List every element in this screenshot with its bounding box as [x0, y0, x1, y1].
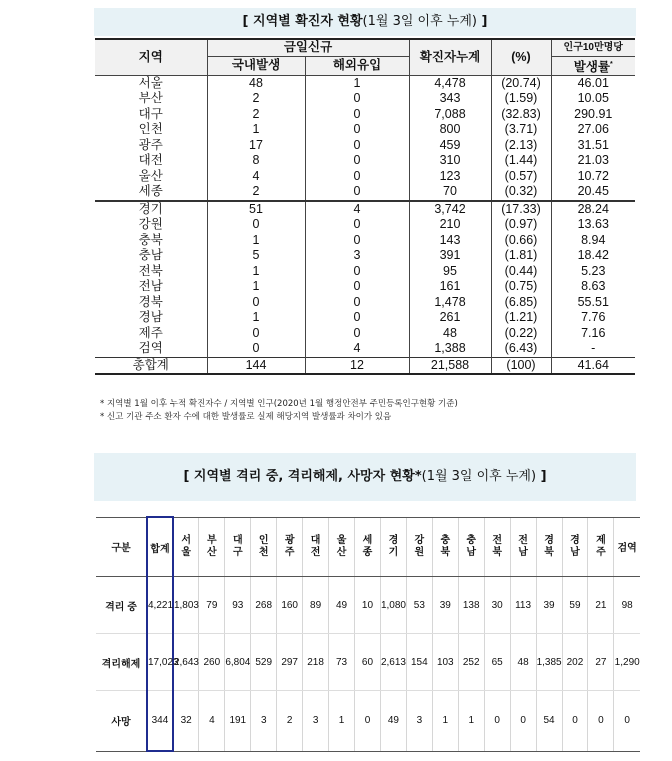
table1-title-close: ] [476, 14, 488, 29]
cell-cumulative: 1,478 [409, 295, 491, 311]
cell-overseas: 4 [305, 201, 409, 218]
regional-isolation-table [96, 516, 640, 752]
value-cell: 1 [329, 691, 355, 752]
table-row [95, 201, 635, 218]
value-cell: 103 [432, 634, 458, 691]
cell-overseas: 0 [305, 91, 409, 107]
cell-cumulative: 95 [409, 264, 491, 280]
cell-domestic: 0 [207, 326, 305, 342]
footnote: * 지역별 1월 이후 누적 확진자수 / 지역별 인구(2020년 1월 행정안전부 주민등록인구현황 기준) [100, 399, 458, 409]
header-label: 합계 [150, 543, 170, 555]
value-cell: 3 [303, 691, 329, 752]
value-cell: 73 [329, 634, 355, 691]
header-cell [355, 517, 381, 577]
cell-domestic: 51 [207, 201, 305, 218]
header-label: 구분 [111, 543, 131, 555]
header-label: 서울 [181, 534, 191, 558]
value-cell: 2,613 [380, 634, 406, 691]
table-row [95, 357, 635, 374]
value-cell: 21 [588, 577, 614, 634]
cell-rate: 46.01 [551, 75, 635, 91]
value-cell: 2,643 [173, 634, 199, 691]
cell-cumulative: 123 [409, 169, 491, 185]
cell-rate: 31.51 [551, 138, 635, 154]
cell-overseas: 4 [305, 341, 409, 357]
cell-region: 경북 [95, 295, 207, 311]
table-row [95, 91, 635, 107]
value-cell: 268 [251, 577, 277, 634]
table-row [95, 153, 635, 169]
value-cell: 79 [199, 577, 225, 634]
cell-percent: (0.44) [491, 264, 551, 280]
value-cell: 344 [147, 691, 173, 752]
cell-rate: 7.16 [551, 326, 635, 342]
cell-region: 강원 [95, 217, 207, 233]
cell-percent: (0.97) [491, 217, 551, 233]
cell-overseas: 0 [305, 233, 409, 249]
cell-domestic: 8 [207, 153, 305, 169]
header-label: 경북 [544, 534, 554, 558]
header-per100k-line1: 인구10만명당 [551, 39, 635, 56]
cell-rate: 20.45 [551, 184, 635, 201]
table-row [96, 577, 640, 634]
cell-domestic: 2 [207, 91, 305, 107]
footnotes [100, 398, 458, 424]
cell-percent: (0.32) [491, 184, 551, 201]
cell-cumulative: 3,742 [409, 201, 491, 218]
cell-rate: 10.72 [551, 169, 635, 185]
value-cell: 3 [251, 691, 277, 752]
value-cell: 0 [588, 691, 614, 752]
table-row [95, 310, 635, 326]
value-cell: 3 [406, 691, 432, 752]
header-cell [96, 517, 147, 577]
value-cell: 48 [510, 634, 536, 691]
header-cell [510, 517, 536, 577]
value-cell: 53 [406, 577, 432, 634]
header-label: 대전 [310, 534, 321, 558]
header-cell [458, 517, 484, 577]
cell-rate: 10.05 [551, 91, 635, 107]
cell-region: 광주 [95, 138, 207, 154]
value-cell: 17,023 [147, 634, 173, 691]
header-label: 울산 [336, 534, 347, 558]
cell-overseas: 3 [305, 248, 409, 264]
cell-cumulative: 210 [409, 217, 491, 233]
cell-cumulative: 48 [409, 326, 491, 342]
value-cell: 1,385 [536, 634, 562, 691]
cell-domestic: 2 [207, 184, 305, 201]
cell-domestic: 5 [207, 248, 305, 264]
header-label: 부산 [207, 534, 217, 558]
header-cell [329, 517, 355, 577]
table-row [96, 634, 640, 691]
value-cell: 32 [173, 691, 199, 752]
header-cell [173, 517, 199, 577]
cell-percent: (0.66) [491, 233, 551, 249]
cell-overseas: 0 [305, 169, 409, 185]
cell-domestic: 0 [207, 341, 305, 357]
cell-region: 울산 [95, 169, 207, 185]
cell-rate: 55.51 [551, 295, 635, 311]
value-cell: 27 [588, 634, 614, 691]
table-row [95, 279, 635, 295]
header-label: 광주 [284, 534, 295, 558]
cell-percent: (3.71) [491, 122, 551, 138]
cell-overseas: 0 [305, 326, 409, 342]
cell-region: 대구 [95, 107, 207, 123]
cell-region: 충북 [95, 233, 207, 249]
value-cell: 191 [225, 691, 251, 752]
value-cell: 49 [380, 691, 406, 752]
table1-title-sub: (1월 3일 이후 누계) [362, 14, 477, 29]
cell-region: 전북 [95, 264, 207, 280]
cell-overseas: 1 [305, 75, 409, 91]
header-label: 대구 [232, 534, 243, 558]
cell-domestic: 1 [207, 279, 305, 295]
header-cumulative: 확진자누계 [409, 39, 491, 75]
table-row [95, 264, 635, 280]
header-label: 충북 [440, 534, 451, 558]
cell-domestic: 2 [207, 107, 305, 123]
value-cell: 297 [277, 634, 303, 691]
header-cell [588, 517, 614, 577]
cell-rate: 27.06 [551, 122, 635, 138]
value-cell: 59 [562, 577, 588, 634]
cell-percent: (0.57) [491, 169, 551, 185]
cell-domestic: 4 [207, 169, 305, 185]
table2-title-close: ] [536, 469, 547, 484]
cell-rate: 28.24 [551, 201, 635, 218]
header-label: 검역 [617, 543, 637, 555]
cell-rate: 7.76 [551, 310, 635, 326]
cell-domestic: 144 [207, 357, 305, 374]
value-cell: 202 [562, 634, 588, 691]
header-cell [406, 517, 432, 577]
header-label: 인천 [258, 534, 269, 558]
cell-region: 대전 [95, 153, 207, 169]
cell-rate: 8.94 [551, 233, 635, 249]
value-cell: 4,221 [147, 577, 173, 634]
value-cell: 0 [614, 691, 640, 752]
header-label: 세종 [362, 534, 373, 558]
cell-percent: (17.33) [491, 201, 551, 218]
value-cell: 252 [458, 634, 484, 691]
header-rate-label: 발생률 [573, 59, 610, 74]
value-cell: 1,290 [614, 634, 640, 691]
cell-overseas: 0 [305, 295, 409, 311]
cell-region: 서울 [95, 75, 207, 91]
cell-region: 경기 [95, 201, 207, 218]
value-cell: 138 [458, 577, 484, 634]
header-label: 경기 [388, 534, 399, 558]
value-cell: 1,080 [380, 577, 406, 634]
table1-title-main: [ 지역별 확진자 현황 [242, 14, 363, 29]
cell-region: 총합계 [95, 357, 207, 374]
header-cell [484, 517, 510, 577]
cell-overseas: 0 [305, 264, 409, 280]
cell-overseas: 0 [305, 153, 409, 169]
cell-rate: 41.64 [551, 357, 635, 374]
cell-percent: (1.59) [491, 91, 551, 107]
header-label: 충남 [466, 534, 477, 558]
cell-cumulative: 7,088 [409, 107, 491, 123]
value-cell: 0 [562, 691, 588, 752]
cell-overseas: 0 [305, 310, 409, 326]
cell-domestic: 48 [207, 75, 305, 91]
cell-cumulative: 459 [409, 138, 491, 154]
table-row [95, 326, 635, 342]
cell-domestic: 1 [207, 264, 305, 280]
value-cell: 93 [225, 577, 251, 634]
cell-cumulative: 21,588 [409, 357, 491, 374]
cell-percent: (6.43) [491, 341, 551, 357]
header-cell [536, 517, 562, 577]
header-rate-mark: * [610, 60, 613, 68]
regional-confirmed-table [95, 38, 635, 375]
value-cell: 529 [251, 634, 277, 691]
cell-cumulative: 391 [409, 248, 491, 264]
value-cell: 260 [199, 634, 225, 691]
header-per100k-line2 [551, 56, 635, 75]
header-cell [147, 517, 173, 577]
cell-percent: (2.13) [491, 138, 551, 154]
cell-region: 충남 [95, 248, 207, 264]
row-label: 격리 중 [96, 577, 147, 634]
value-cell: 39 [536, 577, 562, 634]
cell-domestic: 1 [207, 122, 305, 138]
header-cell [562, 517, 588, 577]
cell-cumulative: 343 [409, 91, 491, 107]
header-percent: (%) [491, 39, 551, 75]
cell-cumulative: 310 [409, 153, 491, 169]
cell-cumulative: 1,388 [409, 341, 491, 357]
value-cell: 49 [329, 577, 355, 634]
cell-region: 전남 [95, 279, 207, 295]
cell-overseas: 0 [305, 279, 409, 295]
cell-domestic: 0 [207, 217, 305, 233]
cell-rate: 13.63 [551, 217, 635, 233]
cell-cumulative: 143 [409, 233, 491, 249]
header-cell [380, 517, 406, 577]
header-label: 전남 [518, 534, 528, 558]
value-cell: 0 [484, 691, 510, 752]
value-cell: 30 [484, 577, 510, 634]
value-cell: 98 [614, 577, 640, 634]
value-cell: 2 [277, 691, 303, 752]
table-row [95, 184, 635, 201]
cell-overseas: 0 [305, 217, 409, 233]
cell-rate: 5.23 [551, 264, 635, 280]
table-row [95, 122, 635, 138]
row-label: 사망 [96, 691, 147, 752]
value-cell: 65 [484, 634, 510, 691]
value-cell: 39 [432, 577, 458, 634]
cell-region: 인천 [95, 122, 207, 138]
cell-region: 제주 [95, 326, 207, 342]
cell-percent: (6.85) [491, 295, 551, 311]
cell-cumulative: 261 [409, 310, 491, 326]
header-domestic: 국내발생 [207, 56, 305, 75]
table-row [96, 691, 640, 752]
cell-percent: (1.21) [491, 310, 551, 326]
value-cell: 4 [199, 691, 225, 752]
header-region: 지역 [95, 39, 207, 75]
cell-percent: (0.22) [491, 326, 551, 342]
row-label: 격리해제 [96, 634, 147, 691]
table2-title-sub: (1월 3일 이후 누계) [421, 469, 537, 484]
cell-percent: (0.75) [491, 279, 551, 295]
value-cell: 1 [432, 691, 458, 752]
table2-title-main: [ 지역별 격리 중, 격리해제, 사망자 현황* [183, 469, 422, 484]
value-cell: 154 [406, 634, 432, 691]
table-row [95, 248, 635, 264]
cell-percent: (1.81) [491, 248, 551, 264]
cell-cumulative: 70 [409, 184, 491, 201]
header-label: 강원 [414, 534, 425, 558]
cell-overseas: 0 [305, 138, 409, 154]
value-cell: 1 [458, 691, 484, 752]
value-cell: 10 [355, 577, 381, 634]
cell-domestic: 1 [207, 310, 305, 326]
header-row [96, 517, 640, 577]
cell-rate: - [551, 341, 635, 357]
value-cell: 0 [510, 691, 536, 752]
table-row [95, 107, 635, 123]
header-cell [432, 517, 458, 577]
value-cell: 160 [277, 577, 303, 634]
cell-percent: (20.74) [491, 75, 551, 91]
header-new-today: 금일신규 [207, 39, 409, 56]
cell-cumulative: 4,478 [409, 75, 491, 91]
value-cell: 218 [303, 634, 329, 691]
table-row [95, 217, 635, 233]
cell-region: 부산 [95, 91, 207, 107]
cell-rate: 8.63 [551, 279, 635, 295]
value-cell: 60 [355, 634, 381, 691]
cell-overseas: 0 [305, 184, 409, 201]
cell-overseas: 0 [305, 122, 409, 138]
cell-overseas: 12 [305, 357, 409, 374]
table-row [95, 233, 635, 249]
cell-cumulative: 800 [409, 122, 491, 138]
value-cell: 1,803 [173, 577, 199, 634]
table-row [95, 138, 635, 154]
table-row [95, 295, 635, 311]
table-row [95, 341, 635, 357]
header-cell [303, 517, 329, 577]
value-cell: 54 [536, 691, 562, 752]
header-cell [225, 517, 251, 577]
cell-rate: 18.42 [551, 248, 635, 264]
value-cell: 6,804 [225, 634, 251, 691]
cell-region: 경남 [95, 310, 207, 326]
cell-percent: (32.83) [491, 107, 551, 123]
value-cell: 113 [510, 577, 536, 634]
cell-domestic: 1 [207, 233, 305, 249]
header-cell [199, 517, 225, 577]
table2-title [94, 453, 636, 501]
footnote: * 신고 기관 주소 환자 수에 대한 발생률로 실제 해당지역 발생률과 차이가 있음 [100, 412, 392, 422]
cell-percent: (100) [491, 357, 551, 374]
cell-cumulative: 161 [409, 279, 491, 295]
header-cell [614, 517, 640, 577]
cell-rate: 21.03 [551, 153, 635, 169]
value-cell: 0 [355, 691, 381, 752]
table-row [95, 75, 635, 91]
table1-title [94, 8, 636, 36]
cell-overseas: 0 [305, 107, 409, 123]
cell-domestic: 17 [207, 138, 305, 154]
cell-rate: 290.91 [551, 107, 635, 123]
cell-region: 세종 [95, 184, 207, 201]
cell-domestic: 0 [207, 295, 305, 311]
header-label: 전북 [492, 534, 502, 558]
cell-region: 검역 [95, 341, 207, 357]
value-cell: 89 [303, 577, 329, 634]
header-label: 경남 [570, 534, 580, 558]
header-cell [251, 517, 277, 577]
header-overseas: 해외유입 [305, 56, 409, 75]
cell-percent: (1.44) [491, 153, 551, 169]
table-row [95, 169, 635, 185]
header-label: 제주 [596, 534, 606, 558]
header-cell [277, 517, 303, 577]
